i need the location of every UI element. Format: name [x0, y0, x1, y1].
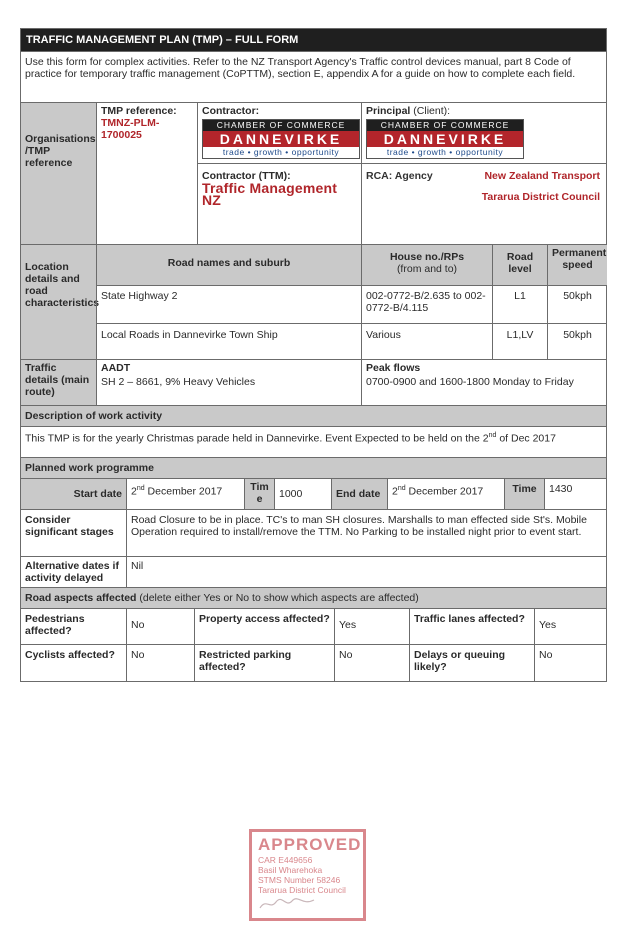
- rca-value-nzta: New Zealand Transport: [484, 170, 600, 182]
- end-time-label: Time: [504, 479, 544, 509]
- contractor-logo: CHAMBER OF COMMERCE DANNEVIRKE trade • growth • opportunity: [202, 119, 360, 159]
- principal-label: Principal: [366, 105, 411, 117]
- org-label: Organisations /TMP reference: [21, 103, 96, 244]
- contractor-label: Contractor:: [202, 105, 260, 117]
- intro-text: Use this form for complex activities. Refer to the NZ Transport Agency's Traffic control devices manual, part 8 Code of practice for temporary traffic management (CoPTTM), section E, appendix A for a guide on how to complete each field.: [25, 56, 576, 80]
- start-time-value: 1000: [274, 479, 331, 509]
- stamp-title: APPROVED: [258, 835, 362, 854]
- aspect-value: Yes: [334, 609, 409, 644]
- contractor-ttm-label: Contractor (TTM):: [202, 170, 291, 182]
- form-title: TRAFFIC MANAGEMENT PLAN (TMP) – FULL FORM: [21, 29, 606, 51]
- end-time-value: 1430: [544, 479, 606, 509]
- location-label: Location details and road characteristics: [21, 245, 96, 359]
- peak-label: Peak flows: [366, 362, 421, 374]
- table-row: [97, 323, 607, 359]
- aadt-label: AADT: [101, 362, 131, 374]
- stamp-line: CAR E449656: [258, 855, 313, 865]
- start-date-label: Start date: [21, 479, 126, 509]
- rca-value-tdc: Tararua District Council: [481, 191, 600, 203]
- description-text: This TMP is for the yearly Christmas parade held in Dannevirke. Event Expected to be held on the 2nd of Dec 2017: [25, 432, 556, 445]
- aspect-label: Cyclists affected?: [25, 649, 115, 661]
- aspect-label: Restricted parking affected?: [194, 645, 334, 681]
- consider-text: Road Closure to be in place. TC's to man SH closures. Marshalls to man effected side St's. Mobile Operation required to install/remove the TTM. No Parking to be installed night prior to event start.: [126, 510, 606, 556]
- consider-label: Consider significant stages: [25, 514, 114, 538]
- road-level: L1: [492, 286, 547, 323]
- aspect-value: No: [126, 645, 194, 681]
- aspect-value: No: [334, 645, 409, 681]
- principal-logo: CHAMBER OF COMMERCE DANNEVIRKE trade • growth • opportunity: [366, 119, 524, 159]
- road-level: L1,LV: [492, 324, 547, 359]
- aadt-value: SH 2 – 8661, 9% Heavy Vehicles: [101, 376, 256, 388]
- contractor-ttm-value: Traffic Management NZ: [202, 180, 338, 208]
- aspect-label: Property access affected?: [194, 609, 334, 644]
- principal-suffix: (Client):: [413, 105, 451, 117]
- speed: 50kph: [547, 286, 607, 323]
- stamp-line: Basil Wharehoka: [258, 865, 323, 875]
- table-row: [97, 285, 607, 323]
- approved-stamp: [249, 829, 366, 921]
- aspect-value: No: [534, 645, 606, 681]
- aspect-label: Traffic lanes affected?: [409, 609, 534, 644]
- start-date-value: 2nd December 2017: [126, 479, 244, 509]
- stamp-line: Tararua District Council: [258, 885, 346, 895]
- description-header: Description of work activity: [25, 410, 163, 422]
- rca-label: RCA: Agency: [366, 170, 433, 182]
- tmp-form: [20, 28, 607, 682]
- aspects-header: Road aspects affected (delete either Yes or No to show which aspects are affected): [25, 592, 419, 604]
- house-rp: 002-0772-B/2.635 to 002-0772-B/4.115: [361, 286, 492, 323]
- aspect-value: No: [126, 609, 194, 644]
- signature-icon: [258, 896, 318, 912]
- end-date-value: 2nd December 2017: [387, 479, 504, 509]
- stamp-line: STMS Number 58246: [258, 875, 341, 885]
- start-time-label: Tim e: [244, 479, 274, 509]
- aspect-value: Yes: [534, 609, 606, 644]
- aspect-label: Delays or queuing likely?: [409, 645, 534, 681]
- alt-dates-label: Alternative dates if activity delayed: [25, 560, 119, 584]
- col-level: Road level: [492, 245, 547, 285]
- peak-value: 0700-0900 and 1600-1800 Monday to Friday: [366, 376, 574, 388]
- traffic-label: Traffic details (main route): [21, 360, 96, 405]
- col-road: Road names and suburb: [167, 257, 291, 269]
- road-name: Local Roads in Dannevirke Town Ship: [101, 329, 278, 341]
- road-name: State Highway 2: [101, 290, 178, 302]
- speed: 50kph: [547, 324, 607, 359]
- house-rp: Various: [361, 324, 492, 359]
- tmp-ref-label: TMP reference:: [101, 105, 177, 117]
- col-house-sub: (from and to): [396, 263, 458, 275]
- col-house: House no./RPs: [389, 251, 465, 263]
- programme-header: Planned work programme: [25, 462, 154, 474]
- aspect-label: Pedestrians affected?: [25, 613, 85, 637]
- alt-dates-value: Nil: [126, 557, 606, 587]
- end-date-label: End date: [331, 479, 387, 509]
- col-speed: Permanent speed: [547, 245, 607, 285]
- tmp-ref-value: TMNZ-PLM-1700025: [101, 117, 160, 141]
